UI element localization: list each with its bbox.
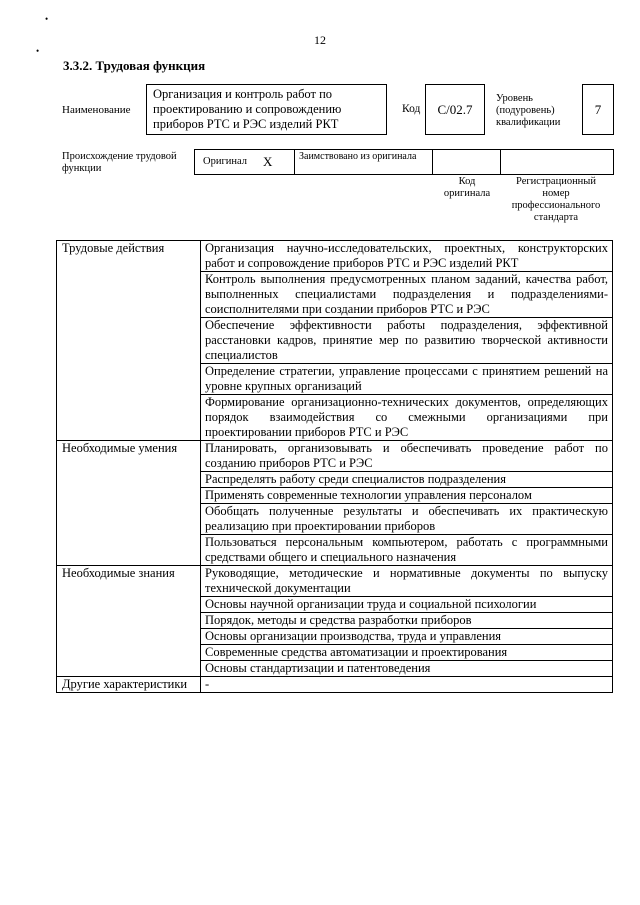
registration-number-cell: [500, 149, 614, 175]
code-box: [425, 84, 485, 135]
table-cell: Основы стандартизации и патентоведения: [201, 661, 613, 677]
table-cell: Пользоваться персональным компьютером, работать с программными средствами общего и специального назначения: [201, 535, 613, 566]
code-label: Код: [402, 103, 421, 115]
scan-mark: •: [45, 14, 49, 24]
table-cell: Распределять работу среди специалистов подразделения: [201, 472, 613, 488]
original-label: Оригинал: [203, 156, 247, 167]
table-cell: Планировать, организовывать и обеспечивать проведение работ по созданию приборов РТС и РЭС: [201, 441, 613, 472]
table-cell: Современные средства автоматизации и проектирования: [201, 645, 613, 661]
original-code-cell: [432, 149, 501, 175]
table-cell: Контроль выполнения предусмотренных планом заданий, качества работ, выполненных специалистами подразделения и подразделениями-соисполнителями при создании приборов РТС и РЭС: [201, 272, 613, 318]
table-cell: Основы организации производства, труда и управления: [201, 629, 613, 645]
code-value: C/02.7: [437, 101, 473, 117]
section-label: Другие характеристики: [57, 677, 201, 693]
table-cell: Обеспечение эффективности работы подразделения, эффективной расстановки кадров, принятие мер по развитию творческой активности специалистов: [201, 318, 613, 364]
table-cell: Организация научно-исследовательских, проектных, конструкторских работ и сопровождение приборов РТС и РЭС изделий РКТ: [201, 241, 613, 272]
table-cell: Определение стратегии, управление процессами с принятием решений на уровне крупных организаций: [201, 364, 613, 395]
origin-label: Происхождение трудовой функции: [62, 151, 177, 174]
original-mark: X: [263, 154, 273, 169]
table-row: [57, 241, 613, 272]
table-cell: Применять современные технологии управления персоналом: [201, 488, 613, 504]
origin-row: [194, 149, 614, 175]
section-label: Трудовые действия: [57, 241, 201, 441]
level-box: [582, 84, 614, 135]
borrowed-cell: [294, 149, 433, 175]
table-row: [57, 441, 613, 472]
requirements-table: [56, 240, 613, 693]
level-value: 7: [594, 101, 602, 117]
borrowed-label: Заимствовано из оригинала: [299, 151, 417, 162]
section-label: Необходимые умения: [57, 441, 201, 566]
table-cell: Обобщать полученные результаты и обеспечивать их практическую реализацию при проектировании приборов: [201, 504, 613, 535]
code-caption: Код оригинала: [443, 176, 491, 199]
section-label: Необходимые знания: [57, 566, 201, 677]
page-number: 12: [314, 33, 326, 47]
reg-caption: Регистрационный номер профессионального стандарта: [511, 176, 601, 223]
section-heading: 3.3.2. Трудовая функция: [63, 58, 206, 73]
table-cell: Порядок, методы и средства разработки приборов: [201, 613, 613, 629]
function-name-box: Организация и контроль работ по проектированию и сопровождению приборов РТС и РЭС изделий РКТ: [146, 84, 387, 135]
table-row: [57, 566, 613, 597]
table-cell: Руководящие, методические и нормативные документы по выпуску технической документации: [201, 566, 613, 597]
table-cell: -: [201, 677, 613, 693]
name-label: Наименование: [62, 104, 131, 116]
table-row: [57, 677, 613, 693]
original-cell: [194, 149, 295, 175]
level-label: Уровень (подуровень) квалификации: [496, 93, 561, 128]
scan-mark: •: [36, 46, 40, 56]
table-cell: Формирование организационно-технических документов, определяющих порядок взаимодействия со смежными организациями при проектировании приборов РТС и РЭС: [201, 395, 613, 441]
table-cell: Основы научной организации труда и социальной психологии: [201, 597, 613, 613]
